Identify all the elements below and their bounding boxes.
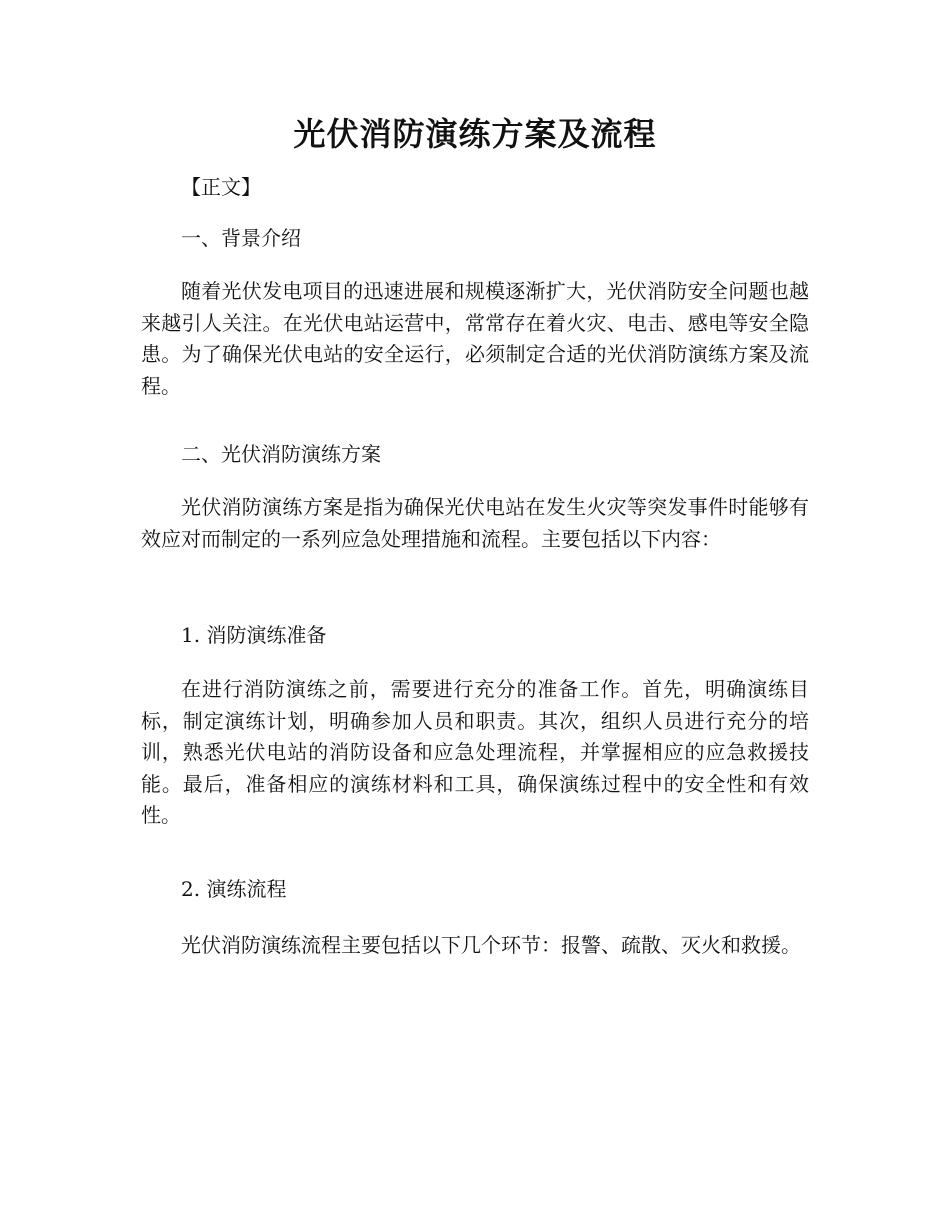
paragraph-background: 随着光伏发电项目的迅速进展和规模逐渐扩大，光伏消防安全问题也越来越引人关注。在光伏电站运营中，常常存在着火灾、电击、感电等安全隐患。为了确保光伏电站的安全运行，必须制定合适的光伏消防演练方案及流程。 <box>141 279 809 398</box>
body-tag: 【正文】 <box>181 175 261 199</box>
item-heading-process: 2. 演练流程 <box>181 877 287 901</box>
paragraph-plan: 光伏消防演练方案是指为确保光伏电站在发生火灾等突发事件时能够有效应对而制定的一系列应急处理措施和流程。主要包括以下内容： <box>141 495 809 551</box>
item-heading-preparation: 1. 消防演练准备 <box>181 623 327 647</box>
document-title: 光伏消防演练方案及流程 <box>293 115 657 153</box>
section-heading-background: 一、背景介绍 <box>181 226 301 250</box>
paragraph-preparation: 在进行消防演练之前，需要进行充分的准备工作。首先，明确演练目标，制定演练计划，明确参加人员和职责。其次，组织人员进行充分的培训，熟悉光伏电站的消防设备和应急处理流程，并掌握相应的应急救援技能。最后，准备相应的演练材料和工具，确保演练过程中的安全性和有效性。 <box>141 677 809 827</box>
paragraph-process: 光伏消防演练流程主要包括以下几个环节：报警、疏散、灭火和救援。 <box>181 933 801 957</box>
section-heading-plan: 二、光伏消防演练方案 <box>181 442 381 466</box>
